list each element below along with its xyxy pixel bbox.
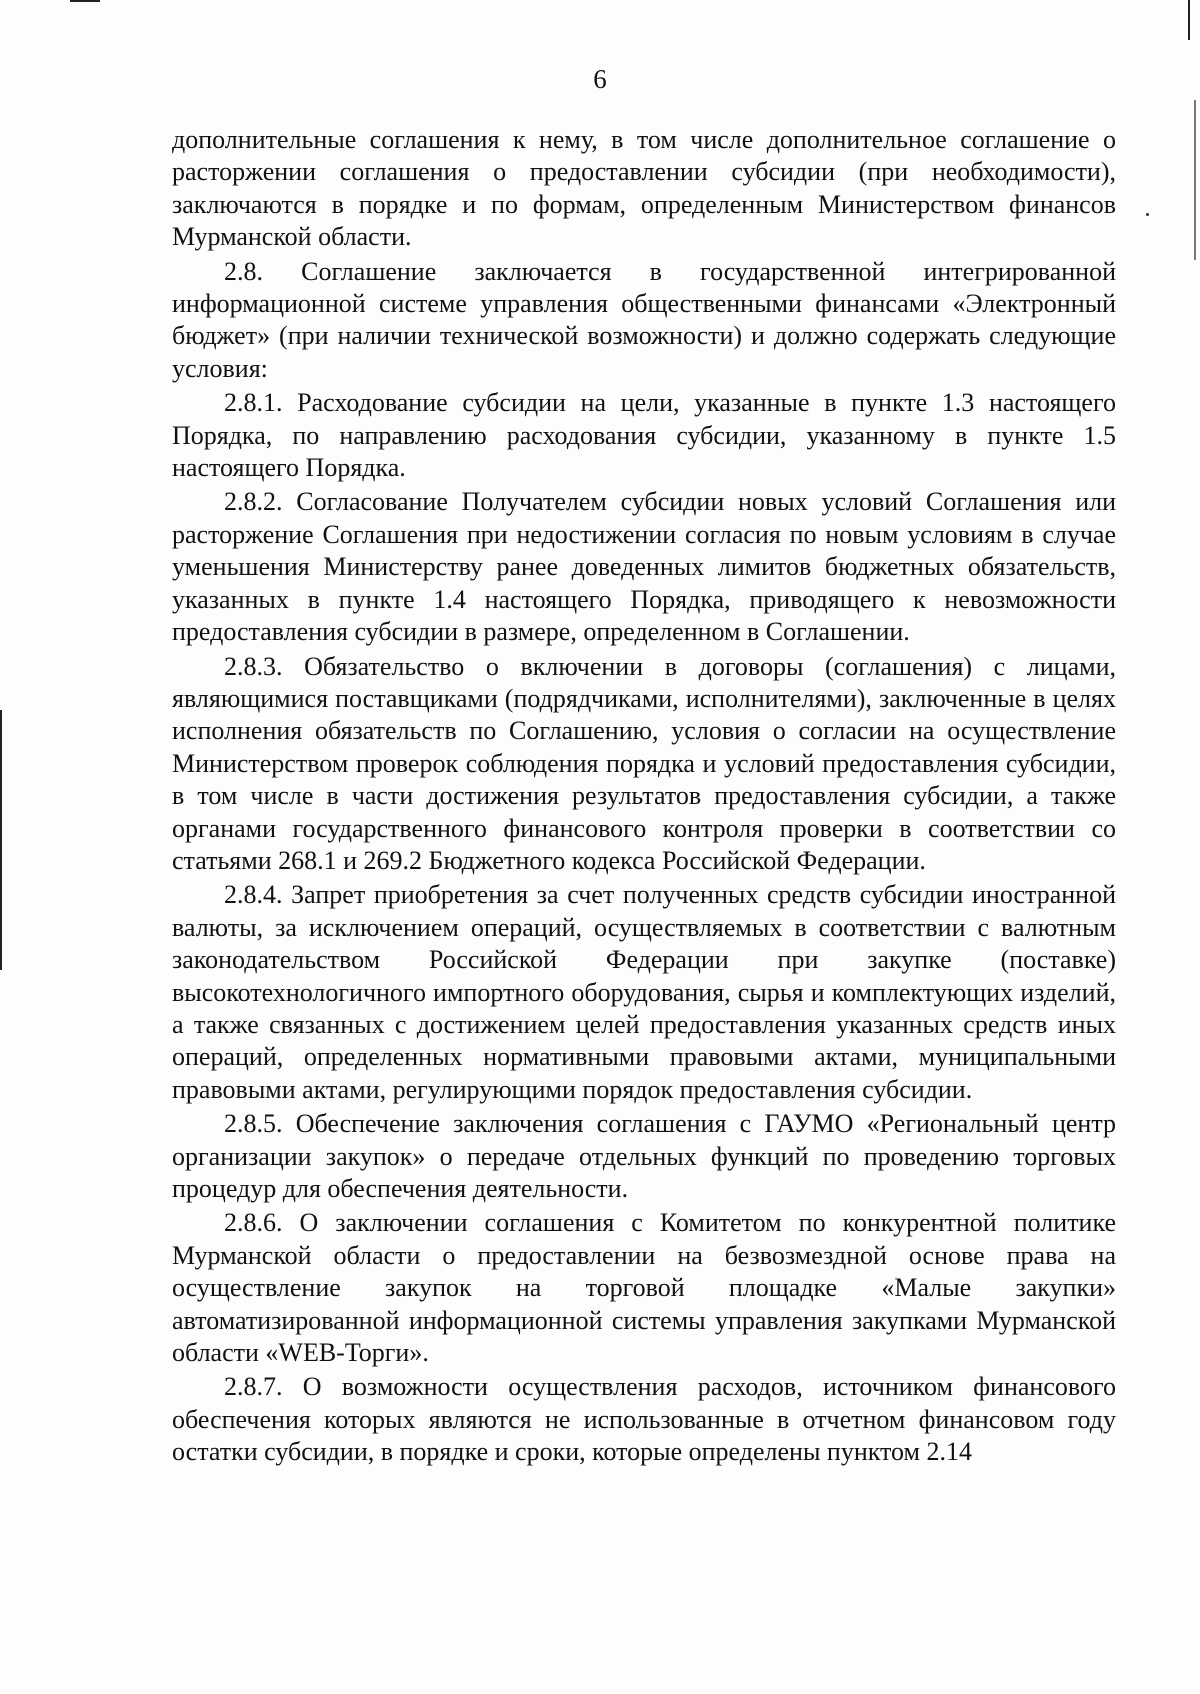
paragraph-2-8-2: 2.8.2. Согласование Получателем субсидии новых условий Соглашения или расторжение Соглашения при недостижении согласия по новым условиям в случае уменьшения Министерству ранее доведенных лимитов бюджетных обязательств, указанных в пункте 1.4 настоящего Порядка, приводящего к невозможности предоставления субсидии в размере, определенном в Соглашении. [172, 487, 1116, 647]
scan-dot [1146, 213, 1149, 216]
paragraph-2-8-7: 2.8.7. О возможности осуществления расходов, источником финансового обеспечения которых являются не использованные в отчетном финансовом году остатки субсидии, в порядке и сроки, которые определены пунктом 2.14 [172, 1372, 1116, 1467]
document-body [172, 124, 1116, 1471]
page-number: 6 [593, 64, 607, 94]
scan-edge-mark-top-left [70, 0, 100, 2]
paragraph-2-8-3: 2.8.3. Обязательство о включении в договоры (соглашения) с лицами, являющимися поставщиками (подрядчиками, исполнителями), заключенные в целях исполнения обязательств по Соглашению, условия о согласии на осуществление Министерством проверок соблюдения порядка и условий предоставления субсидии, в том числе в части достижения результатов предоставления субсидии, а также органами государственного финансового контроля проверки в соответствии со статьями 268.1 и 269.2 Бюджетного кодекса Российской Федерации. [172, 651, 1116, 875]
paragraph-2-8-6: 2.8.6. О заключении соглашения с Комитетом по конкурентной политике Мурманской области о предоставлении на безвозмездной основе права на осуществление закупок на торговой площадке «Малые закупки» автоматизированной информационной системы управления закупками Мурманской области «WEB-Торги». [172, 1208, 1116, 1368]
paragraph-2-8-5: 2.8.5. Обеспечение заключения соглашения с ГАУМО «Региональный центр организации закупок» о передаче отдельных функций по проведению торговых процедур для обеспечения деятельности. [172, 1109, 1116, 1203]
paragraph-continuation: дополнительные соглашения к нему, в том числе дополнительное соглашение о расторжении соглашения о предоставлении субсидии (при необходимости), заключаются в порядке и по формам, определенным Министерством финансов Мурманской области. [172, 125, 1116, 252]
scan-edge-mark-left [0, 710, 2, 970]
paragraph-2-8-1: 2.8.1. Расходование субсидии на цели, указанные в пункте 1.3 настоящего Порядка, по направлению расходования субсидии, указанному в пункте 1.5 настоящего Порядка. [172, 388, 1116, 483]
paragraph-2-8: 2.8. Соглашение заключается в государственной интегрированной информационной системе управления общественными финансами «Электронный бюджет» (при наличии технической возможности) и должно содержать следующие условия: [172, 256, 1116, 383]
scan-edge-mark-top-right [1188, 0, 1190, 40]
scan-edge-mark-right [1194, 100, 1196, 260]
paragraph-2-8-4: 2.8.4. Запрет приобретения за счет полученных средств субсидии иностранной валюты, за исключением операций, осуществляемых в соответствии с валютным законодательством Российской Федерации при закупке (поставке) высокотехнологичного импортного оборудования, сырья и комплектующих изделий, а также связанных с достижением целей предоставления указанных средств иных операций, определенных нормативными правовыми актами, муниципальными правовыми актами, регулирующими порядок предоставления субсидии. [172, 880, 1116, 1104]
